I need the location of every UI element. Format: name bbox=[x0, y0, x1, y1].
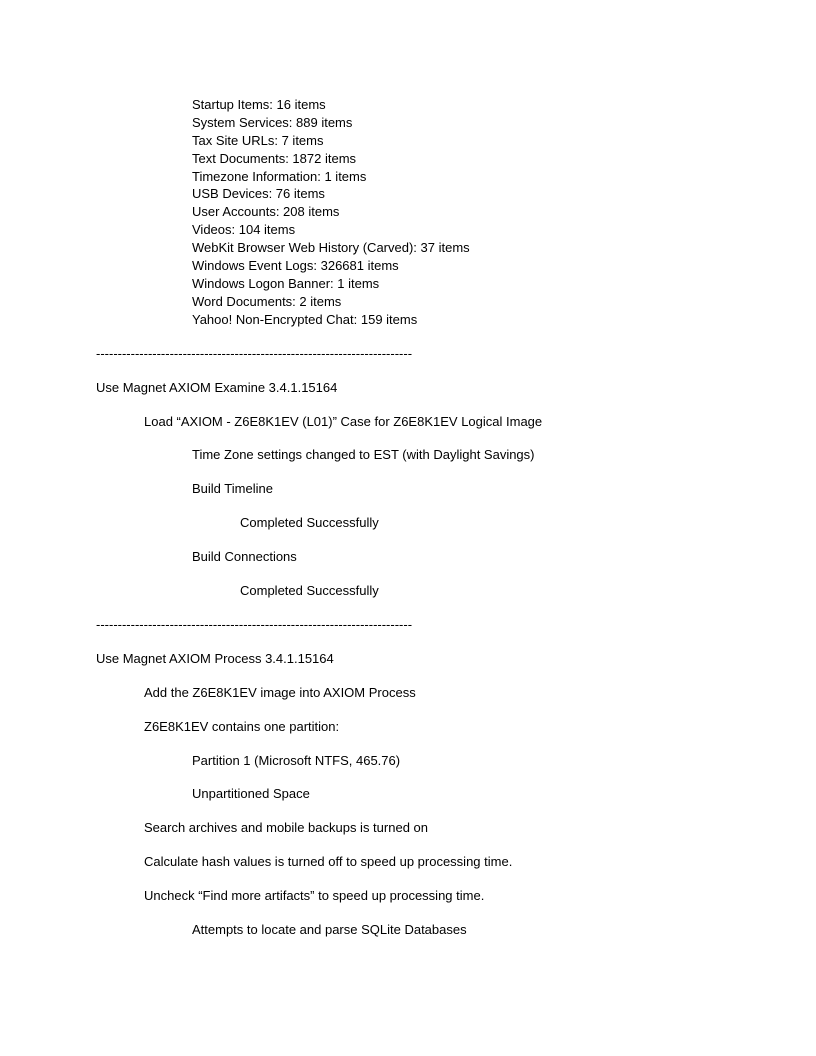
find-more-setting: Uncheck “Find more artifacts” to speed up processing time. bbox=[144, 888, 485, 903]
artifact-item: Tax Site URLs: 7 items bbox=[192, 133, 324, 148]
artifact-item: Windows Logon Banner: 1 items bbox=[192, 276, 380, 291]
sqlite-step: Attempts to locate and parse SQLite Databases bbox=[192, 922, 467, 937]
load-case-step: Load “AXIOM - Z6E8K1EV (L01)” Case for Z6E8K1EV Logical Image bbox=[144, 414, 543, 429]
timeline-status: Completed Successfully bbox=[240, 515, 379, 530]
artifact-item: Videos: 104 items bbox=[192, 222, 296, 237]
artifact-item: Windows Event Logs: 326681 items bbox=[192, 258, 399, 273]
artifact-item: Startup Items: 16 items bbox=[192, 97, 326, 112]
artifact-item: User Accounts: 208 items bbox=[192, 204, 340, 219]
separator-line: ------------------------------------------------------------------------- bbox=[96, 346, 413, 361]
unpartitioned-space: Unpartitioned Space bbox=[192, 786, 310, 801]
connections-status: Completed Successfully bbox=[240, 583, 379, 598]
artifact-item: Text Documents: 1872 items bbox=[192, 151, 357, 166]
search-archives-setting: Search archives and mobile backups is turned on bbox=[144, 820, 428, 835]
separator-line: ------------------------------------------------------------------------- bbox=[96, 617, 413, 632]
artifact-item: Timezone Information: 1 items bbox=[192, 169, 367, 184]
examine-heading: Use Magnet AXIOM Examine 3.4.1.15164 bbox=[96, 380, 338, 395]
artifact-item: USB Devices: 76 items bbox=[192, 186, 325, 201]
artifact-item: Yahoo! Non-Encrypted Chat: 159 items bbox=[192, 312, 418, 327]
artifact-item: WebKit Browser Web History (Carved): 37 items bbox=[192, 240, 470, 255]
process-heading: Use Magnet AXIOM Process 3.4.1.15164 bbox=[96, 651, 334, 666]
artifact-item: System Services: 889 items bbox=[192, 115, 353, 130]
partition-intro: Z6E8K1EV contains one partition: bbox=[144, 719, 340, 734]
build-connections-step: Build Connections bbox=[192, 549, 297, 564]
build-timeline-step: Build Timeline bbox=[192, 481, 273, 496]
add-image-step: Add the Z6E8K1EV image into AXIOM Process bbox=[144, 685, 416, 700]
timezone-step: Time Zone settings changed to EST (with Daylight Savings) bbox=[192, 447, 535, 462]
artifact-item: Word Documents: 2 items bbox=[192, 294, 342, 309]
partition-1: Partition 1 (Microsoft NTFS, 465.76) bbox=[192, 753, 401, 768]
hash-values-setting: Calculate hash values is turned off to speed up processing time. bbox=[144, 854, 513, 869]
